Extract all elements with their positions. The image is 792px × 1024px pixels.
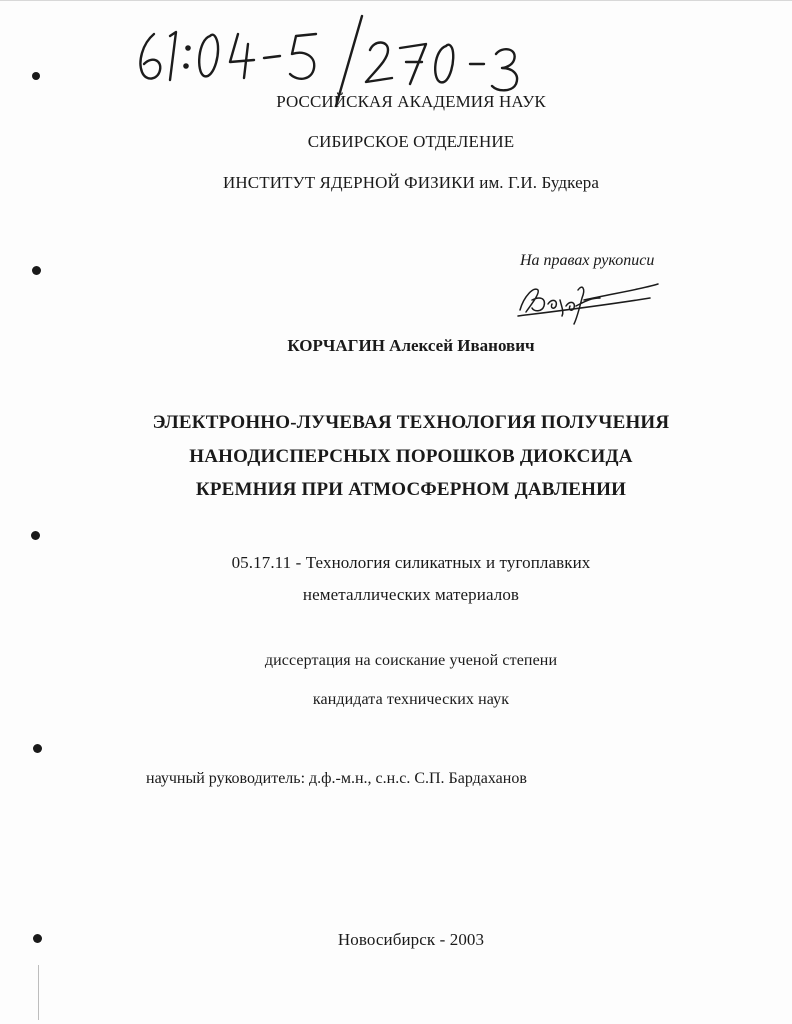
thesis-title-line-2: НАНОДИСПЕРСНЫХ ПОРОШКОВ ДИОКСИДА <box>189 446 633 467</box>
punch-hole-mark <box>31 531 40 540</box>
scientific-supervisor: научный руководитель: д.ф.-м.н., с.н.с. С.П. Бардаханов <box>146 770 527 787</box>
thesis-title-line-3: КРЕМНИЯ ПРИ АТМОСФЕРНОМ ДАВЛЕНИИ <box>195 479 627 500</box>
place-and-year: Новосибирск - 2003 <box>337 930 485 949</box>
scan-edge-line <box>38 965 39 1020</box>
punch-hole-mark <box>33 744 42 753</box>
branch-name: СИБИРСКОЕ ОТДЕЛЕНИЕ <box>307 132 515 151</box>
punch-hole-mark <box>33 934 42 943</box>
punch-hole-mark <box>32 72 40 80</box>
specialty-name-line: неметаллических материалов <box>302 585 520 604</box>
degree-line-1: диссертация на соискание ученой степени <box>264 652 558 669</box>
scan-edge <box>0 0 792 1</box>
author-signature <box>510 276 670 326</box>
signature-handwriting <box>510 276 670 326</box>
punch-hole-mark <box>32 266 41 275</box>
thesis-title-line-1: ЭЛЕКТРОННО-ЛУЧЕВАЯ ТЕХНОЛОГИЯ ПОЛУЧЕНИЯ <box>152 412 670 433</box>
author-name: КОРЧАГИН Алексей Иванович <box>287 336 535 355</box>
academy-name: РОССИЙСКАЯ АКАДЕМИЯ НАУК <box>276 92 546 111</box>
specialty-code-line: 05.17.11 - Технология силикатных и тугоплавких <box>231 553 591 572</box>
institute-name: ИНСТИТУТ ЯДЕРНОЙ ФИЗИКИ им. Г.И. Будкера <box>223 173 599 192</box>
degree-line-2: кандидата технических наук <box>312 691 510 708</box>
manuscript-rights-note: На правах рукописи <box>520 252 655 269</box>
